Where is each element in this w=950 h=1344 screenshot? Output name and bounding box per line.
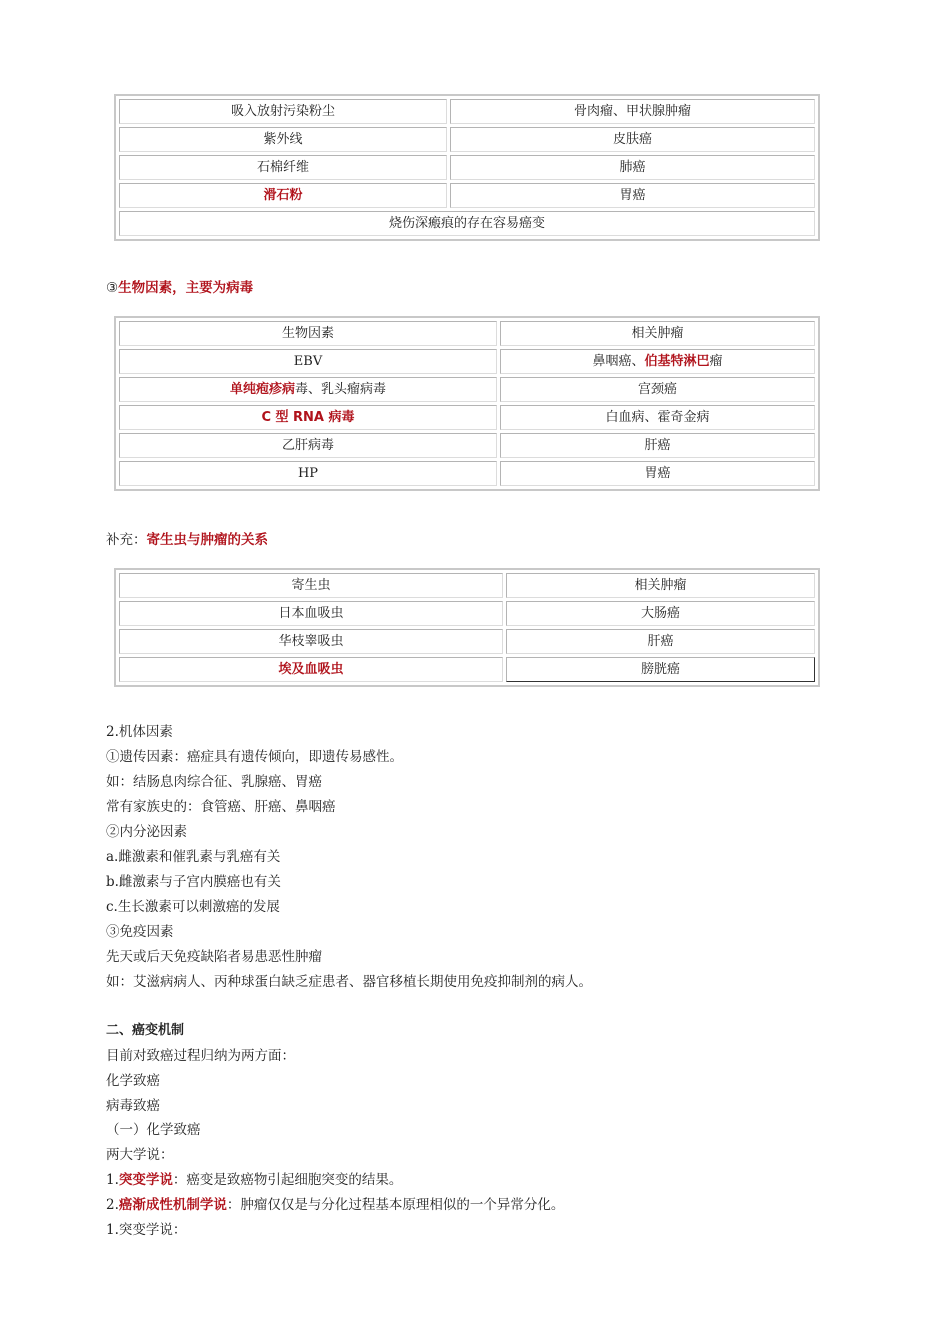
supplement-heading xyxy=(106,528,268,548)
theory-desc: 肿瘤仅仅是与分化过程基本原理相似的一个异常分化。 xyxy=(240,1197,565,1213)
theory-line xyxy=(106,1193,564,1213)
agent-cell: 吸入放射污染粉尘 xyxy=(119,99,447,124)
theory-colon: ： xyxy=(172,1172,187,1188)
body-line: 如：结肠息肉综合征、乳腺癌、胃癌 xyxy=(106,774,322,790)
agent-cell: 华枝睾吸虫 xyxy=(119,629,503,654)
agent-cell xyxy=(119,657,503,682)
highlight-tumor: 伯基特淋巴 xyxy=(644,354,710,369)
bio-heading-prefix: ③ xyxy=(106,280,119,296)
table-row xyxy=(119,405,815,430)
header-cell: 生物因素 xyxy=(119,321,497,346)
body-line: 目前对致癌过程归纳为两方面： xyxy=(106,1048,295,1064)
body-line: 常有家族史的：食管癌、肝癌、鼻咽癌 xyxy=(106,799,336,815)
table-row xyxy=(119,377,815,402)
header-cell: 相关肿瘤 xyxy=(500,321,815,346)
biological-table xyxy=(114,316,820,491)
body-line: 2.机体因素 xyxy=(106,724,173,740)
body-line: ③免疫因素 xyxy=(106,924,174,940)
agent-cell: EBV xyxy=(119,349,497,374)
body-line: 如：艾滋病病人、丙种球蛋白缺乏症患者、器官移植长期使用免疫抑制剂的病人。 xyxy=(106,974,592,990)
highlight-agent: 埃及血吸虫 xyxy=(278,662,344,677)
parasite-table xyxy=(114,568,820,687)
highlight-agent: 滑石粉 xyxy=(263,188,303,203)
tumor-text-tail: 瘤 xyxy=(709,354,723,369)
body-line: 两大学说： xyxy=(106,1147,174,1163)
tumor-cell xyxy=(500,349,815,374)
body-line: 1.突变学说： xyxy=(106,1222,187,1238)
body-line: c.生长激素可以刺激癌的发展 xyxy=(106,899,280,915)
body-line: 先天或后天免疫缺陷者易患恶性肿瘤 xyxy=(106,949,322,965)
agent-cell: HP xyxy=(119,461,497,486)
agent-cell xyxy=(119,405,497,430)
body-line: 化学致癌 xyxy=(106,1073,160,1089)
agent-cell: 石棉纤维 xyxy=(119,155,447,180)
bio-heading xyxy=(106,276,253,296)
table-row xyxy=(119,183,815,208)
agent-cell xyxy=(119,377,497,402)
tumor-cell: 白血病、霍奇金病 xyxy=(500,405,815,430)
theory-colon: ： xyxy=(226,1197,241,1213)
body-line: a.雌激素和催乳素与乳癌有关 xyxy=(106,849,281,865)
table-row xyxy=(119,461,815,486)
agent-text: 毒、乳头瘤病毒 xyxy=(295,382,387,397)
agent-cell xyxy=(119,183,447,208)
agent-cell: 日本血吸虫 xyxy=(119,601,503,626)
tumor-cell: 皮肤癌 xyxy=(450,127,815,152)
supplement-text: 寄生虫与肿瘤的关系 xyxy=(146,532,268,548)
tumor-cell: 宫颈癌 xyxy=(500,377,815,402)
section-title: 二、癌变机制 xyxy=(106,1023,185,1038)
tumor-cell: 肝癌 xyxy=(500,433,815,458)
header-cell: 寄生虫 xyxy=(119,573,503,598)
body-line: b.雌激素与子宫内膜癌也有关 xyxy=(106,874,281,890)
table-row xyxy=(119,99,815,124)
table-header-row xyxy=(119,573,815,598)
tumor-cell: 膀胱癌 xyxy=(506,657,815,682)
body-line: （一）化学致癌 xyxy=(106,1122,201,1138)
body-line: ②内分泌因素 xyxy=(106,824,187,840)
table-row xyxy=(119,629,815,654)
bio-heading-text: 生物因素，主要为病毒 xyxy=(118,280,254,296)
table-header-row xyxy=(119,321,815,346)
body-line: 病毒致癌 xyxy=(106,1098,160,1114)
theory-num: 1. xyxy=(106,1172,119,1188)
supplement-prefix: 补充： xyxy=(106,532,147,548)
theory-num: 2. xyxy=(106,1197,119,1213)
tumor-text: 鼻咽癌、 xyxy=(592,354,645,369)
tumor-cell: 肝癌 xyxy=(506,629,815,654)
tumor-cell: 骨肉瘤、甲状腺肿瘤 xyxy=(450,99,815,124)
table-row xyxy=(119,155,815,180)
tumor-cell: 肺癌 xyxy=(450,155,815,180)
footer-cell: 烧伤深瘢痕的存在容易癌变 xyxy=(119,211,815,236)
body-line: ①遗传因素：癌症具有遗传倾向，即遗传易感性。 xyxy=(106,749,403,765)
theory-name: 癌渐成性机制学说 xyxy=(118,1197,227,1213)
header-cell: 相关肿瘤 xyxy=(506,573,815,598)
agent-cell: 乙肝病毒 xyxy=(119,433,497,458)
tumor-cell: 胃癌 xyxy=(450,183,815,208)
theory-desc: 癌变是致癌物引起细胞突变的结果。 xyxy=(186,1172,403,1188)
theory-name: 突变学说 xyxy=(118,1172,173,1188)
table-row xyxy=(119,127,815,152)
table-row xyxy=(119,657,815,682)
carcinogen-table xyxy=(114,94,820,241)
table-row xyxy=(119,601,815,626)
table-row xyxy=(119,349,815,374)
table-row xyxy=(119,433,815,458)
table-footer-row xyxy=(119,211,815,236)
tumor-cell: 胃癌 xyxy=(500,461,815,486)
tumor-cell: 大肠癌 xyxy=(506,601,815,626)
agent-cell: 紫外线 xyxy=(119,127,447,152)
theory-line xyxy=(106,1168,402,1188)
highlight-agent: 单纯疱疹病 xyxy=(229,382,295,397)
highlight-agent: C 型 RNA 病毒 xyxy=(261,410,355,425)
